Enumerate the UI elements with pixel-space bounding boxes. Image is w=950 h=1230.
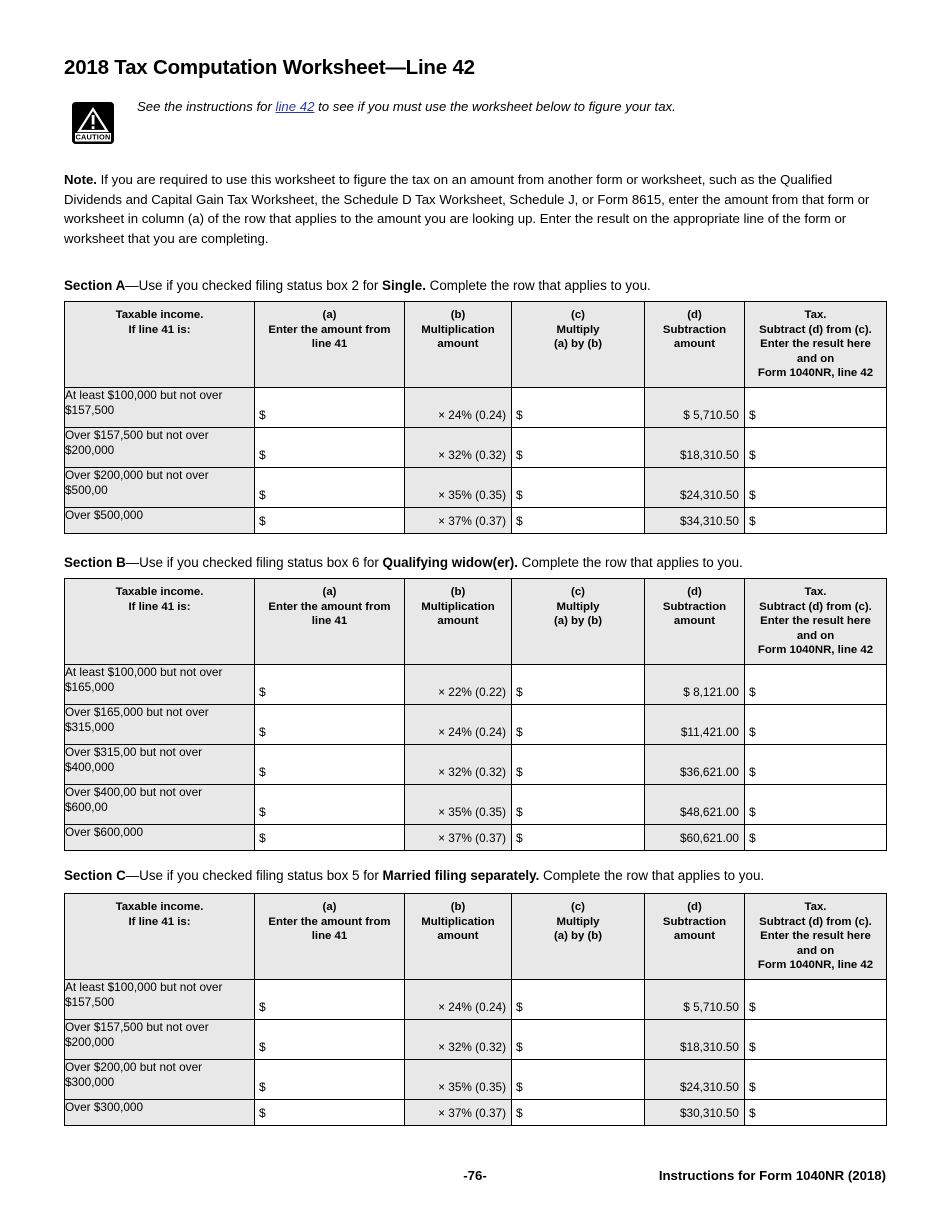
subtraction-value: $60,621.00 (679, 830, 739, 845)
header-line: Subtract (d) from (c). (759, 915, 872, 928)
table-row (65, 1099, 887, 1125)
header-line: and on (796, 352, 835, 365)
section-c-dash: — (125, 868, 140, 883)
column-d-subtraction-amount (645, 784, 745, 824)
dollar-sign: $ (749, 513, 756, 528)
column-a-entry-field[interactable] (255, 1099, 405, 1125)
header-line: Form 1040NR, line 42 (757, 367, 874, 380)
tax-result-entry-field[interactable] (745, 507, 887, 533)
header-line: (a) by (b) (553, 930, 603, 943)
header-line: Multiplication (421, 323, 495, 336)
tax-result-entry-field[interactable] (745, 784, 887, 824)
header-line: Taxable income. (115, 309, 204, 321)
header-line: (a) (322, 901, 337, 913)
section-a-status: Single. (382, 278, 426, 293)
subtraction-value: $18,310.50 (679, 447, 739, 462)
header-column-b (405, 579, 512, 665)
column-a-entry-field[interactable] (255, 704, 405, 744)
dollar-sign: $ (259, 407, 266, 422)
table-header-row (65, 579, 887, 665)
table-row (65, 979, 887, 1019)
bracket-range-line: $315,000 (65, 720, 115, 735)
dollar-sign: $ (259, 1039, 266, 1054)
dollar-sign: $ (749, 1079, 756, 1094)
header-line: Form 1040NR, line 42 (757, 644, 874, 657)
header-column-a (255, 302, 405, 388)
dollar-sign: $ (516, 1079, 523, 1094)
header-line: Form 1040NR, line 42 (757, 959, 874, 972)
caution-text-before: See the instructions for (137, 99, 276, 114)
bracket-range-cell (65, 744, 255, 784)
header-line: (c) (571, 901, 585, 913)
column-b-multiplication-amount (405, 744, 512, 784)
header-line: (d) (687, 586, 702, 598)
section-b-label: Section B (64, 555, 126, 570)
multiplication-value: × 32% (0.32) (438, 447, 506, 462)
table-header-row (65, 302, 887, 388)
dollar-sign: $ (259, 724, 266, 739)
column-d-subtraction-amount (645, 1099, 745, 1125)
header-line: Multiply (556, 600, 600, 613)
column-d-subtraction-amount (645, 387, 745, 427)
tax-result-entry-field[interactable] (745, 979, 887, 1019)
column-d-subtraction-amount (645, 507, 745, 533)
bracket-range-line: Over $157,500 but not over (65, 1019, 209, 1034)
bracket-range-cell (65, 824, 255, 850)
bracket-range-line: At least $100,000 but not over (65, 979, 223, 994)
header-line: Enter the amount from (268, 600, 391, 613)
multiplication-value: × 37% (0.37) (438, 1105, 506, 1120)
header-line: (b) (450, 901, 466, 913)
bracket-range-line: Over $400,00 but not over (65, 784, 203, 799)
column-b-multiplication-amount (405, 1019, 512, 1059)
header-tax (745, 302, 887, 388)
bracket-range-cell (65, 979, 255, 1019)
bracket-range-line: Over $165,000 but not over (65, 704, 209, 719)
column-b-multiplication-amount (405, 979, 512, 1019)
section-b-body (65, 664, 887, 850)
table-row (65, 784, 887, 824)
page-title: 2018 Tax Computation Worksheet—Line 42 (64, 56, 475, 79)
header-line: (c) (571, 586, 585, 598)
tax-result-entry-field[interactable] (745, 824, 887, 850)
table-header-row (65, 894, 887, 980)
header-line: Enter the result here (760, 615, 871, 628)
column-c-entry-field[interactable] (512, 1019, 645, 1059)
header-line: amount (673, 338, 716, 351)
column-b-multiplication-amount (405, 507, 512, 533)
table-row (65, 704, 887, 744)
dollar-sign: $ (749, 999, 756, 1014)
bracket-range-cell (65, 664, 255, 704)
header-column-c (512, 894, 645, 980)
subtraction-value: $ 5,710.50 (683, 407, 739, 422)
note-label: Note. (64, 172, 97, 187)
column-b-multiplication-amount (405, 427, 512, 467)
header-line: line 41 (311, 930, 348, 943)
table-row (65, 427, 887, 467)
dollar-sign: $ (516, 804, 523, 819)
column-c-entry-field[interactable] (512, 824, 645, 850)
table-row (65, 467, 887, 507)
header-taxable-income (65, 894, 255, 980)
column-c-entry-field[interactable] (512, 467, 645, 507)
dollar-sign: $ (516, 999, 523, 1014)
header-line: Multiplication (421, 915, 495, 928)
section-c-body (65, 979, 887, 1125)
header-line: Subtract (d) from (c). (759, 600, 872, 613)
header-column-a (255, 894, 405, 980)
column-b-multiplication-amount (405, 664, 512, 704)
header-column-d (645, 302, 745, 388)
bracket-range-line: Over $300,000 (65, 1099, 144, 1114)
subtraction-value: $34,310.50 (679, 513, 739, 528)
header-line: Enter the result here (760, 930, 871, 943)
dollar-sign: $ (516, 684, 523, 699)
subtraction-value: $30,310.50 (679, 1105, 739, 1120)
header-line: line 41 (311, 338, 348, 351)
dollar-sign: $ (749, 447, 756, 462)
subtraction-value: $48,621.00 (679, 804, 739, 819)
header-line: Subtract (d) from (c). (759, 323, 872, 336)
section-c-intro-part2: Complete the row that applies to you. (539, 868, 765, 883)
tax-result-entry-field[interactable] (745, 744, 887, 784)
section-a-intro (64, 277, 651, 294)
section-b-table (64, 578, 887, 851)
tax-result-entry-field[interactable] (745, 467, 887, 507)
multiplication-value: × 35% (0.35) (438, 487, 506, 502)
column-a-entry-field[interactable] (255, 979, 405, 1019)
column-a-entry-field[interactable] (255, 1019, 405, 1059)
dollar-sign: $ (749, 684, 756, 699)
dollar-sign: $ (749, 764, 756, 779)
bracket-range-line: Over $200,000 but not over (65, 467, 209, 482)
bracket-range-cell (65, 1099, 255, 1125)
header-line: (b) (450, 309, 466, 321)
column-d-subtraction-amount (645, 824, 745, 850)
header-line: Tax. (804, 586, 827, 598)
dollar-sign: $ (516, 764, 523, 779)
header-line: and on (796, 629, 835, 642)
header-line: Multiply (556, 323, 600, 336)
bracket-range-line: $400,000 (65, 760, 115, 775)
header-line: (d) (687, 901, 702, 913)
bracket-range-line: $200,000 (65, 443, 115, 458)
header-line: Enter the amount from (268, 323, 391, 336)
bracket-range-line: $165,000 (65, 680, 115, 695)
header-taxable-income (65, 302, 255, 388)
section-c-table (64, 893, 887, 1126)
column-d-subtraction-amount (645, 1059, 745, 1099)
bracket-range-line: $200,000 (65, 1035, 115, 1050)
tax-result-entry-field[interactable] (745, 1059, 887, 1099)
header-taxable-income (65, 579, 255, 665)
dollar-sign: $ (259, 764, 266, 779)
section-b-dash: — (125, 555, 140, 570)
section-a-intro-part2: Complete the row that applies to you. (425, 278, 651, 293)
column-d-subtraction-amount (645, 664, 745, 704)
multiplication-value: × 32% (0.32) (438, 1039, 506, 1054)
column-c-entry-field[interactable] (512, 704, 645, 744)
bracket-range-line: $157,500 (65, 403, 115, 418)
header-column-d (645, 579, 745, 665)
multiplication-value: × 24% (0.24) (438, 407, 506, 422)
dollar-sign: $ (516, 830, 523, 845)
header-line: (a) by (b) (553, 338, 603, 351)
column-c-entry-field[interactable] (512, 1059, 645, 1099)
table-row (65, 507, 887, 533)
column-a-entry-field[interactable] (255, 664, 405, 704)
header-line: If line 41 is: (128, 915, 191, 928)
section-b-status: Qualifying widow(er). (382, 555, 518, 570)
column-c-entry-field[interactable] (512, 784, 645, 824)
tax-result-entry-field[interactable] (745, 704, 887, 744)
bracket-range-cell (65, 1059, 255, 1099)
header-column-c (512, 579, 645, 665)
bracket-range-line: Over $157,500 but not over (65, 427, 209, 442)
header-line: Multiplication (421, 600, 495, 613)
tax-result-entry-field[interactable] (745, 1019, 887, 1059)
header-line: Subtraction (662, 915, 727, 928)
header-line: line 41 (311, 615, 348, 628)
header-line: amount (437, 615, 479, 628)
header-line: (a) (322, 586, 337, 598)
dollar-sign: $ (749, 804, 756, 819)
dollar-sign: $ (516, 407, 523, 422)
header-line: Taxable income. (115, 901, 204, 913)
multiplication-value: × 32% (0.32) (438, 764, 506, 779)
multiplication-value: × 35% (0.35) (438, 1079, 506, 1094)
header-line: amount (437, 930, 479, 943)
header-line: (d) (687, 309, 702, 321)
section-b-intro-part2: Complete the row that applies to you. (517, 555, 743, 570)
column-c-entry-field[interactable] (512, 507, 645, 533)
header-line: and on (796, 944, 835, 957)
column-a-entry-field[interactable] (255, 1059, 405, 1099)
column-a-entry-field[interactable] (255, 507, 405, 533)
column-c-entry-field[interactable] (512, 664, 645, 704)
bracket-range-cell (65, 507, 255, 533)
column-c-entry-field[interactable] (512, 744, 645, 784)
column-b-multiplication-amount (405, 1099, 512, 1125)
multiplication-value: × 37% (0.37) (438, 513, 506, 528)
note-body: If you are required to use this worksheet to figure the tax on an amount from another form or worksheet, such as the Qualified Dividends and Capital Gain Tax Worksheet, the Schedule D Tax Worksheet, Schedule J, or Form 8615, enter the amount from that form or worksheet in column (a) of the row that applies to the amount you are looking up. Enter the result on the appropriate line of the form or worksheet that you are completing. (64, 172, 870, 246)
subtraction-value: $18,310.50 (679, 1039, 739, 1054)
dollar-sign: $ (516, 447, 523, 462)
multiplication-value: × 22% (0.22) (438, 684, 506, 699)
bracket-range-line: Over $500,000 (65, 507, 144, 522)
bracket-range-line: $600,00 (65, 800, 108, 815)
footer-page-number: -76- (463, 1168, 487, 1183)
bracket-range-cell (65, 387, 255, 427)
header-line: Enter the amount from (268, 915, 391, 928)
dollar-sign: $ (259, 1105, 266, 1120)
table-row (65, 664, 887, 704)
dollar-sign: $ (259, 487, 266, 502)
dollar-sign: $ (749, 1105, 756, 1120)
subtraction-value: $ 8,121.00 (683, 684, 739, 699)
header-column-b (405, 302, 512, 388)
multiplication-value: × 35% (0.35) (438, 804, 506, 819)
section-a-dash: — (125, 278, 139, 293)
tax-result-entry-field[interactable] (745, 387, 887, 427)
tax-result-entry-field[interactable] (745, 664, 887, 704)
subtraction-value: $24,310.50 (679, 1079, 739, 1094)
header-line: Subtraction (662, 600, 727, 613)
subtraction-value: $ 5,710.50 (683, 999, 739, 1014)
header-line: (b) (450, 586, 466, 598)
line-42-link[interactable]: line 42 (275, 99, 315, 114)
dollar-sign: $ (259, 513, 266, 528)
dollar-sign: $ (516, 724, 523, 739)
table-row (65, 387, 887, 427)
section-a-label: Section A (64, 278, 126, 293)
dollar-sign: $ (259, 447, 266, 462)
multiplication-value: × 24% (0.24) (438, 999, 506, 1014)
column-d-subtraction-amount (645, 427, 745, 467)
svg-text:CAUTION: CAUTION (75, 132, 111, 142)
header-line: If line 41 is: (128, 323, 191, 336)
subtraction-value: $36,621.00 (679, 764, 739, 779)
section-a-intro-part1: Use if you checked filing status box 2 for (138, 278, 383, 293)
column-a-entry-field[interactable] (255, 467, 405, 507)
subtraction-value: $24,310.50 (679, 487, 739, 502)
bracket-range-line: $300,000 (65, 1075, 115, 1090)
header-line: Tax. (804, 309, 827, 321)
dollar-sign: $ (259, 830, 266, 845)
bracket-range-cell (65, 704, 255, 744)
bracket-range-line: Over $600,000 (65, 824, 144, 839)
caution-text-after: to see if you must use the worksheet below to figure your tax. (314, 99, 676, 114)
table-row (65, 824, 887, 850)
column-b-multiplication-amount (405, 824, 512, 850)
column-c-entry-field[interactable] (512, 979, 645, 1019)
section-c-intro (64, 867, 764, 884)
column-b-multiplication-amount (405, 1059, 512, 1099)
column-d-subtraction-amount (645, 704, 745, 744)
header-tax (745, 579, 887, 665)
column-c-entry-field[interactable] (512, 427, 645, 467)
dollar-sign: $ (516, 1105, 523, 1120)
column-d-subtraction-amount (645, 467, 745, 507)
section-b-intro (64, 554, 743, 571)
bracket-range-line: Over $200,00 but not over (65, 1059, 203, 1074)
dollar-sign: $ (516, 513, 523, 528)
column-d-subtraction-amount (645, 979, 745, 1019)
bracket-range-line: $157,500 (65, 995, 115, 1010)
tax-result-entry-field[interactable] (745, 427, 887, 467)
subtraction-value: $11,421.00 (680, 724, 739, 739)
dollar-sign: $ (259, 684, 266, 699)
bracket-range-cell (65, 1019, 255, 1059)
column-a-entry-field[interactable] (255, 744, 405, 784)
multiplication-value: × 24% (0.24) (438, 724, 506, 739)
section-c-intro-part1: Use if you checked filing status box 5 for (139, 868, 383, 883)
header-line: Taxable income. (115, 586, 204, 598)
header-line: If line 41 is: (128, 600, 191, 613)
column-a-entry-field[interactable] (255, 784, 405, 824)
dollar-sign: $ (749, 487, 756, 502)
column-d-subtraction-amount (645, 1019, 745, 1059)
section-a-body (65, 387, 887, 533)
dollar-sign: $ (749, 407, 756, 422)
column-c-entry-field[interactable] (512, 1099, 645, 1125)
column-a-entry-field[interactable] (255, 824, 405, 850)
bracket-range-cell (65, 784, 255, 824)
bracket-range-line: At least $100,000 but not over (65, 387, 223, 402)
header-line: amount (437, 338, 479, 351)
bracket-range-cell (65, 467, 255, 507)
dollar-sign: $ (749, 830, 756, 845)
dollar-sign: $ (749, 1039, 756, 1054)
header-line: amount (673, 615, 716, 628)
header-line: amount (673, 930, 716, 943)
note-paragraph (64, 170, 886, 248)
header-line: Subtraction (662, 323, 727, 336)
bracket-range-line: At least $100,000 but not over (65, 664, 223, 679)
column-c-entry-field[interactable] (512, 387, 645, 427)
column-d-subtraction-amount (645, 744, 745, 784)
header-column-b (405, 894, 512, 980)
dollar-sign: $ (749, 724, 756, 739)
header-line: Tax. (804, 901, 827, 913)
column-b-multiplication-amount (405, 704, 512, 744)
header-line: (a) by (b) (553, 615, 603, 628)
header-line: Enter the result here (760, 338, 871, 351)
tax-result-entry-field[interactable] (745, 1099, 887, 1125)
caution-icon (72, 102, 114, 144)
dollar-sign: $ (259, 1079, 266, 1094)
table-row (65, 1019, 887, 1059)
column-b-multiplication-amount (405, 467, 512, 507)
header-tax (745, 894, 887, 980)
header-line: (c) (571, 309, 585, 321)
bracket-range-line: $500,00 (65, 483, 108, 498)
header-line: Multiply (556, 915, 600, 928)
column-b-multiplication-amount (405, 784, 512, 824)
dollar-sign: $ (516, 487, 523, 502)
section-c-label: Section C (64, 868, 126, 883)
multiplication-value: × 37% (0.37) (438, 830, 506, 845)
dollar-sign: $ (259, 804, 266, 819)
header-column-c (512, 302, 645, 388)
section-b-intro-part1: Use if you checked filing status box 6 for (139, 555, 383, 570)
section-c-status: Married filing separately. (382, 868, 540, 883)
header-column-a (255, 579, 405, 665)
caution-text (137, 98, 882, 116)
table-row (65, 744, 887, 784)
header-column-d (645, 894, 745, 980)
footer-form-reference: Instructions for Form 1040NR (2018) (658, 1168, 886, 1183)
bracket-range-cell (65, 427, 255, 467)
dollar-sign: $ (259, 999, 266, 1014)
header-line: (a) (322, 309, 337, 321)
bracket-range-line: Over $315,00 but not over (65, 744, 203, 759)
dollar-sign: $ (516, 1039, 523, 1054)
column-b-multiplication-amount (405, 387, 512, 427)
column-a-entry-field[interactable] (255, 387, 405, 427)
column-a-entry-field[interactable] (255, 427, 405, 467)
table-row (65, 1059, 887, 1099)
section-a-table (64, 301, 887, 534)
